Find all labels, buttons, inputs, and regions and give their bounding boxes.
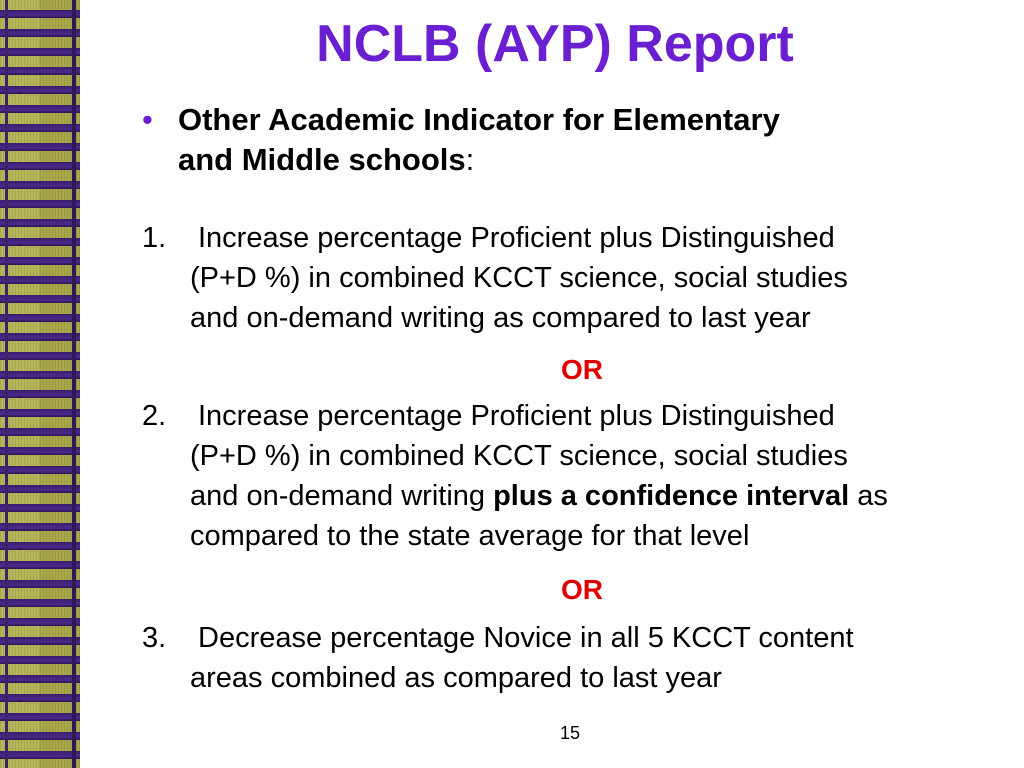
item-line-2: (P+D %) in combined KCCT science, social studies	[190, 440, 848, 472]
page-number: 15	[559, 723, 581, 743]
slide-title: NCLB (AYP) Report	[316, 15, 794, 73]
item-line-3	[190, 476, 1022, 516]
item-line-1: Decrease percentage Novice in all 5 KCCT content	[198, 622, 854, 654]
item-line-3-suffix: as	[849, 480, 888, 512]
bullet-colon: :	[465, 142, 475, 177]
item-number: 1.	[142, 222, 167, 254]
item-line-3-prefix: and on-demand writing	[190, 480, 494, 512]
item-line-2: (P+D %) in combined KCCT science, social studies	[190, 262, 848, 294]
or-separator-2: OR	[561, 574, 603, 605]
item-number: 3.	[142, 622, 167, 654]
border-edge-right	[72, 0, 76, 768]
item-line-1: Increase percentage Proficient plus Distinguished	[198, 222, 835, 254]
bullet-dot-icon: •	[142, 102, 153, 137]
item-line-1: Increase percentage Proficient plus Distinguished	[198, 400, 835, 432]
item-text	[190, 396, 1022, 556]
or-separator-1: OR	[561, 354, 603, 385]
decorative-border	[0, 0, 80, 768]
item-number: 2.	[142, 400, 167, 432]
item-line-3: and on-demand writing as compared to last year	[190, 302, 811, 334]
item-line-4: compared to the state average for that level	[190, 520, 750, 552]
item-text	[190, 218, 1022, 338]
bullet-line-1: Other Academic Indicator for Elementary	[178, 102, 780, 137]
bullet-line-2: and Middle schools	[178, 142, 466, 177]
item-text	[190, 618, 1022, 698]
bullet-text	[178, 100, 998, 180]
item-emphasis: plus a confidence interval	[493, 480, 850, 512]
item-line-2: areas combined as compared to last year	[190, 662, 722, 694]
border-edge-left	[5, 0, 8, 768]
